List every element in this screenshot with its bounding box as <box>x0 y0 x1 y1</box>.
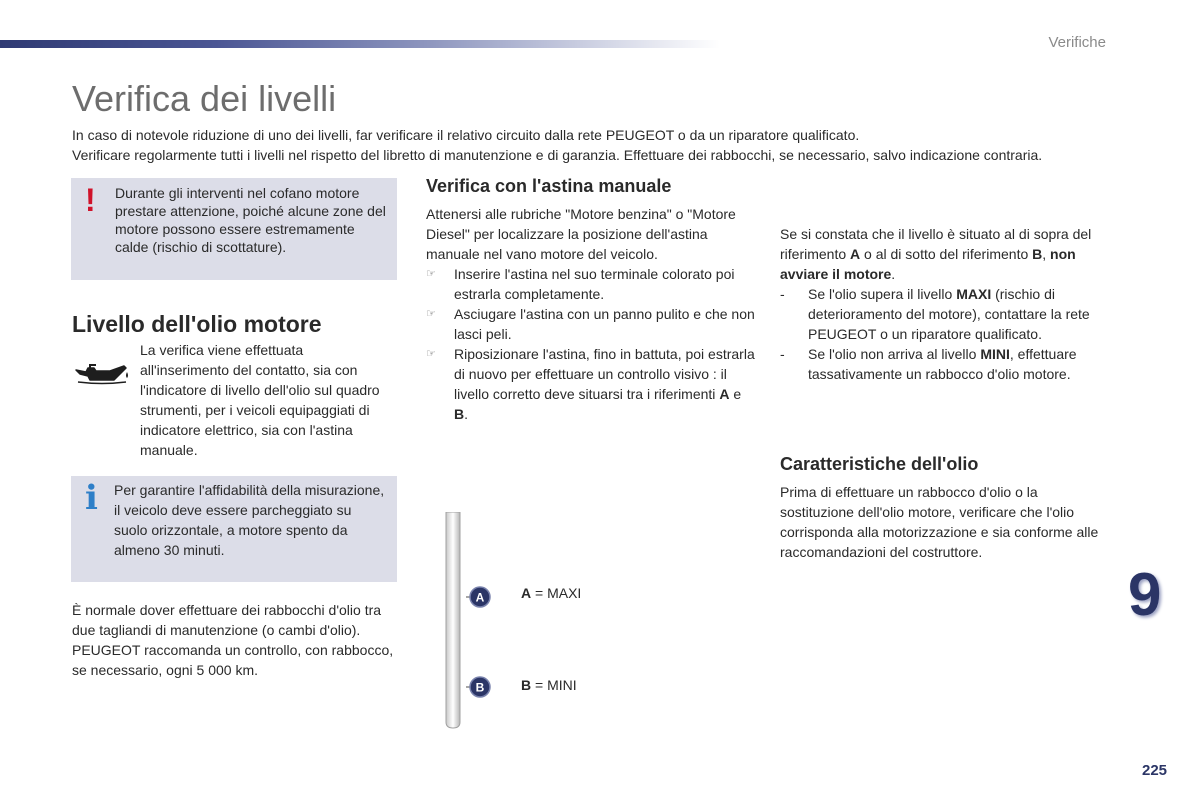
oil-characteristics-heading: Caratteristiche dell'olio <box>780 454 979 474</box>
list-item: - Se l'olio non arriva al livello MINI, effettuare tassativamente un rabbocco d'olio motore. <box>780 346 1077 382</box>
list-item: - Se l'olio supera il livello MAXI (rischio di deterioramento del motore), contattare la rete PEUGEOT o un riparatore qualificato. <box>780 286 1090 342</box>
marker-b-letter: B <box>475 680 485 695</box>
list-item: ☞ Asciugare l'astina con un panno pulito e che non lasci peli. <box>426 306 755 342</box>
page-title: Verifica dei livelli <box>72 78 337 119</box>
dipstick-steps <box>426 264 756 424</box>
label-maxi: A = MAXI <box>521 585 582 601</box>
info-icon: i <box>85 478 98 518</box>
label-mini: B = MINI <box>521 677 577 693</box>
topup-note: È normale dover effettuare dei rabbocchi d'olio tra due tagliandi di manutenzione (o cambi d'olio). PEUGEOT raccomanda un controllo, con rabbocco, se necessario, ogni 5 000 km. <box>72 602 394 678</box>
list-item: ☞ Inserire l'astina nel suo terminale colorato poi estrarla completamente. <box>426 266 735 302</box>
dipstick-text <box>426 204 756 424</box>
intro-text <box>72 125 1162 165</box>
info-text: Per garantire l'affidabilità della misurazione, il veicolo deve essere parcheggiato su suolo orizzontale, a motore spento da almeno 30 minuti. <box>114 482 385 558</box>
oil-characteristics-text: Prima di effettuare un rabbocco d'olio o la sostituzione dell'olio motore, verificare che l'olio corrisponda alla motorizzazione e sia conforme alle raccomandazioni del costruttore. <box>780 484 1099 560</box>
dipstick-heading: Verifica con l'astina manuale <box>426 176 672 196</box>
pointing-hand-icon: ☞ <box>426 308 436 320</box>
pointing-hand-icon: ☞ <box>426 348 436 360</box>
chapter-number: 9 <box>1128 561 1162 628</box>
page-number: 225 <box>1142 762 1168 779</box>
oil-can-icon <box>74 360 130 390</box>
warning-text: Durante gli interventi nel cofano motore prestare attenzione, poiché alcune zone del motore possono essere estremamente calde (rischio di scottature). <box>115 185 386 255</box>
exclamation-icon: ! <box>85 182 96 218</box>
level-result-text <box>780 224 1110 384</box>
oil-level-text: La verifica viene effettuata all'inserimento del contatto, sia con l'indicatore di livello dell'olio sul quadro strumenti, per i veicoli equipaggiati di indicatore elettrico, sia con l'astina manuale. <box>140 342 380 458</box>
dipstick-illustration <box>443 512 463 730</box>
dipstick-intro: Attenersi alle rubriche "Motore benzina" o "Motore Diesel" per localizzare la posizione dell'astina manuale nel vano motore del veicolo. <box>426 206 736 262</box>
intro-paragraph: In caso di notevole riduzione di uno dei livelli, far verificare il relativo circuito dalla rete PEUGEOT o da un riparatore qualificato. <box>72 127 860 143</box>
pointing-hand-icon: ☞ <box>426 268 436 280</box>
list-item: ☞ Riposizionare l'astina, fino in battuta, poi estrarla di nuovo per effettuare un controllo visivo : il livello corretto deve situarsi tra i riferimenti A e B. <box>426 346 755 422</box>
oil-level-heading: Livello dell'olio motore <box>72 311 322 337</box>
intro-paragraph: Verificare regolarmente tutti i livelli nel rispetto del libretto di manutenzione e di garanzia. Effettuare dei rabbocchi, se necessario, salvo indicazione contraria. <box>72 147 1043 163</box>
info-box <box>71 476 397 582</box>
level-result-paragraph: Se si constata che il livello è situato al di sopra del riferimento A o al di sotto del riferimento B, non avviare il motore. <box>780 226 1092 282</box>
level-result-list <box>780 284 1110 384</box>
section-name: Verifiche <box>1048 34 1106 51</box>
marker-a-icon <box>466 585 494 609</box>
marker-a-letter: A <box>475 590 485 605</box>
marker-b-icon <box>466 675 494 699</box>
warning-box <box>71 178 397 280</box>
header-gradient-bar <box>0 40 720 48</box>
